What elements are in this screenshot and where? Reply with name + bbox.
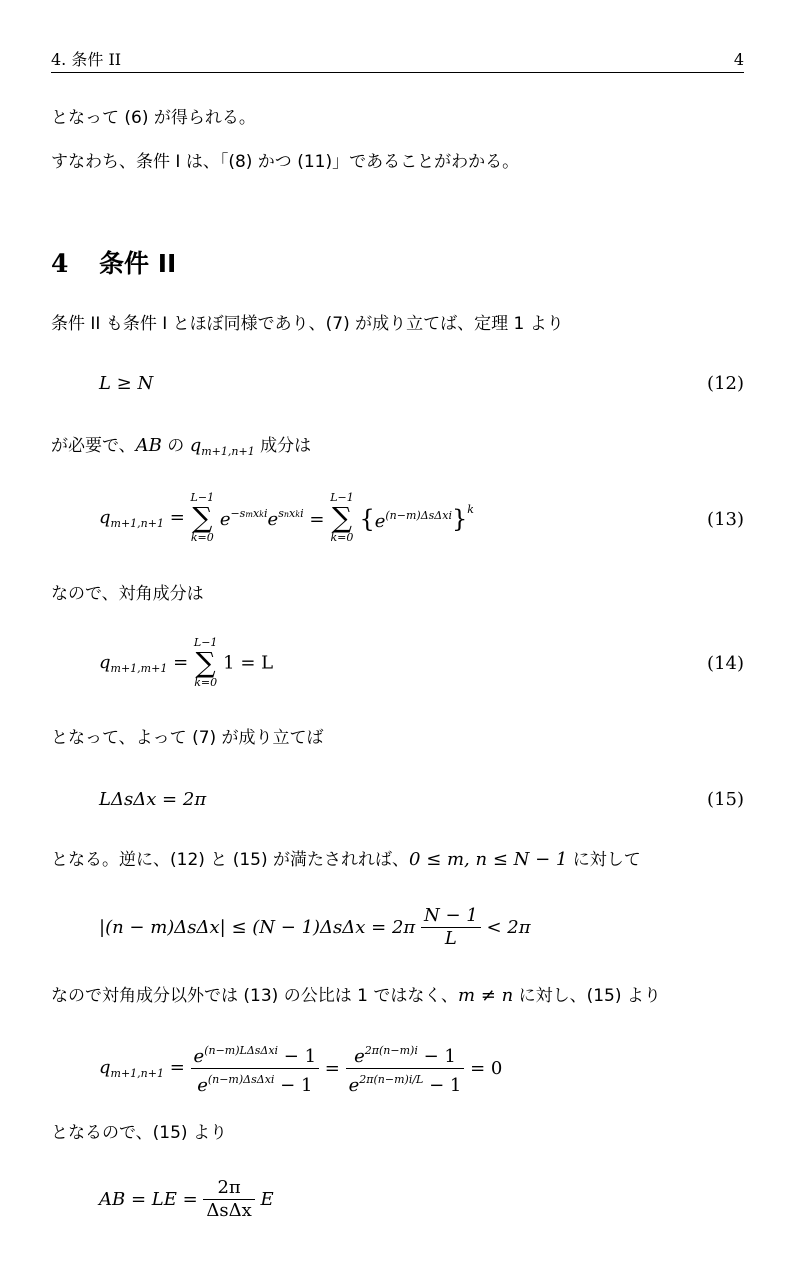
equation-number-15: (15) — [707, 789, 744, 810]
paragraph-line-2: すなわち、条件 I は、「(8) かつ (11)」であることがわかる。 — [51, 152, 520, 172]
section-number: 4 — [51, 249, 69, 278]
summation: L−1 ∑ k=0 — [193, 636, 218, 689]
paragraph-line-1: となって (6) が得られる。 — [51, 108, 256, 128]
paragraph-therefore: となるので、(15) より — [51, 1123, 227, 1143]
equation-number-13: (13) — [707, 509, 744, 530]
paragraph-ab-component: が必要で、AB の $q_{m+1,n+1}$ 成分は — [51, 435, 312, 458]
summation: L−1 ∑ k=0 — [330, 491, 354, 544]
equation-14: $q_{m+1,m+1}$ = L−1 ∑ k=0 1 = L — [99, 636, 274, 689]
equation-15: LΔsΔx = 2π — [99, 789, 207, 810]
section-title: 条件 II — [99, 249, 177, 278]
section-heading — [51, 244, 176, 280]
paragraph-diagonal: なので、対角成分は — [51, 584, 204, 604]
page-number: 4 — [733, 50, 744, 69]
paragraph-off-diagonal: なので対角成分以外では (13) の公比は 1 ではなく、m ≠ n に対し、(15) より — [51, 985, 661, 1006]
equation-number-14: (14) — [707, 653, 744, 674]
summation: L−1 ∑ k=0 — [190, 491, 215, 544]
paragraph-condition-2: 条件 II も条件 I とほぼ同様であり、(7) が成り立てば、定理 1 より — [51, 314, 564, 334]
equation-13: $q_{m+1,n+1}$ = L−1 ∑ k=0 $e^{-smxki}e^{snxki}$ = L−1 ∑ k=0 $\{e^{(n-m)\Delta s\Delta xi}\}^k$ — [99, 491, 474, 544]
equation-number-12: (12) — [707, 373, 744, 394]
paragraph-converse: となる。逆に、(12) と (15) が満たされれば、0 ≤ m, n ≤ N − 1 に対して — [51, 849, 641, 870]
equation-12: L ≥ N — [99, 373, 154, 394]
equation-ab: AB = LE = $\frac{2\pi}{\text{ΔsΔx}}$ E — [99, 1177, 274, 1221]
inequality: |(n − m)ΔsΔx| ≤ (N − 1)ΔsΔx = 2π $\frac{N - 1}{L}$ < 2π — [99, 905, 531, 949]
paragraph-so-if: となって、よって (7) が成り立てば — [51, 728, 324, 748]
equation-geometric-sum: $q_{m+1,n+1}$ = $\frac{e^{(n-m)L\Delta s\Delta xi} - 1}{e^{(n-m)\Delta s\Delta xi} - 1}$ = $\frac{e^{2\pi(n-m)i} - 1}{e^{2\pi(n-m)i/L} - 1}$ = 0 — [99, 1040, 502, 1097]
header-section-title: 4. 条件 II — [51, 50, 122, 69]
running-header — [51, 50, 744, 73]
